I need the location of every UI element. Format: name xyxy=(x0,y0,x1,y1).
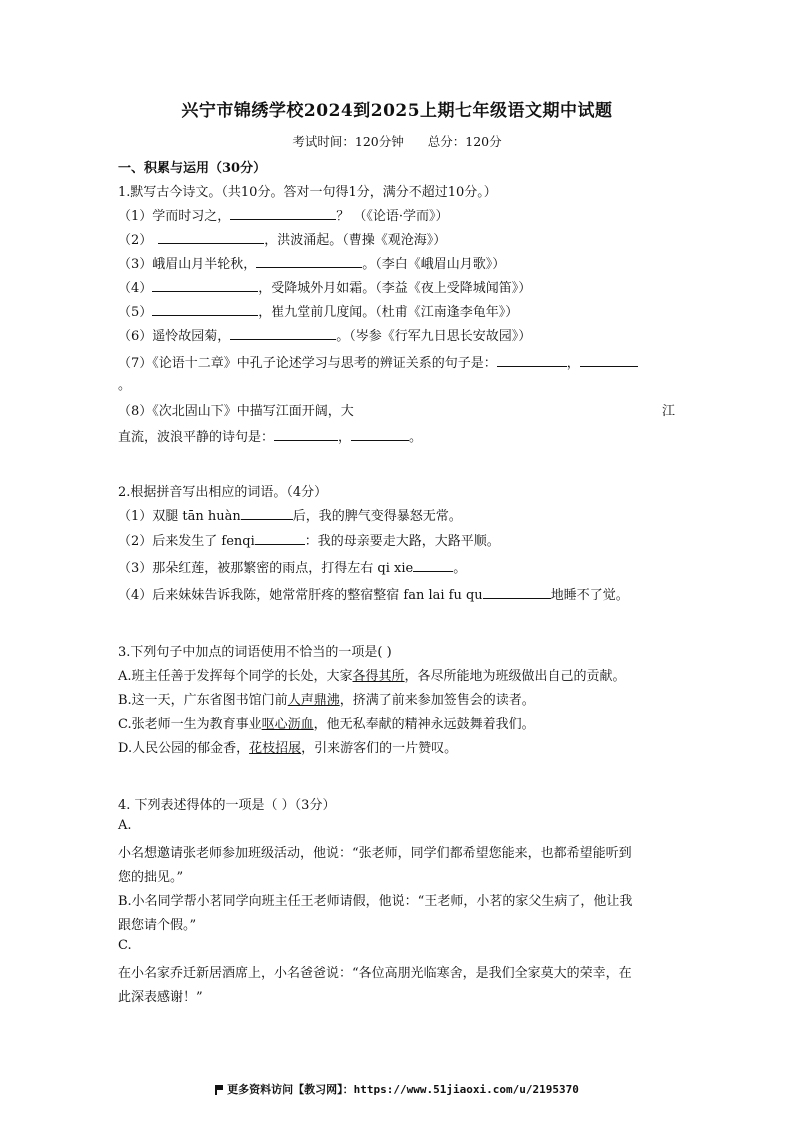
q4-option-b-line1: B.小名同学帮小茗同学向班主任王老师请假，他说：“王老师，小茗的家父生病了，他让我 xyxy=(118,894,633,909)
dotted-word: 呕心沥血 xyxy=(261,717,314,732)
q3-option-c: C.张老师一生为教育事业呕心沥血，他无私奉献的精神永远鼓舞着我们。 xyxy=(118,717,535,732)
q1-item-2: （2） ，洪波涌起。（曹操《观沧海》） xyxy=(118,233,447,248)
q3-stem: 3.下列句子中加点的词语使用不恰当的一项是( ) xyxy=(118,645,392,660)
exam-title: 兴宁市锦绣学校2024到2025上期七年级语文期中试题 xyxy=(181,101,613,121)
footer-link[interactable]: 更多资料访问【教习网】：https://www.51jiaoxi.com/u/2195370 xyxy=(227,1083,579,1096)
footer xyxy=(0,1081,794,1097)
q1-item-6: （6）遥怜故园菊， 。（岑参《行军九日思长安故园》） xyxy=(118,329,532,344)
answer-blank[interactable] xyxy=(152,303,258,316)
answer-blank[interactable] xyxy=(256,255,362,268)
exam-total-score: 总分：120分 xyxy=(427,134,502,149)
answer-blank[interactable] xyxy=(274,428,338,441)
q3-option-b: B.这一天，广东省图书馆门前人声鼎沸，挤满了前来参加签售会的读者。 xyxy=(118,693,535,708)
dotted-word: 各得其所 xyxy=(352,669,405,684)
q4-option-a-line2: 您的拙见。” xyxy=(118,870,184,885)
q1-item-7: （7）《论语十二章》中孔子论述学习与思考的辨证关系的句子是： ， xyxy=(118,352,638,371)
q4-option-c-line2: 此深表感谢！” xyxy=(118,990,203,1005)
q1-item-1: （1）学而时习之， ？ （《论语·学而》） xyxy=(118,209,449,224)
q1-item-8-wrap-char: 江 xyxy=(662,404,676,419)
exam-info xyxy=(0,132,794,150)
answer-blank[interactable] xyxy=(413,559,453,572)
answer-blank[interactable] xyxy=(230,207,336,220)
q1-item-7-end: 。 xyxy=(118,378,132,393)
answer-blank[interactable] xyxy=(351,428,409,441)
q2-stem: 2.根据拼音写出相应的词语。（4分） xyxy=(118,485,328,500)
q4-option-a-label: A. xyxy=(118,818,132,833)
q4-option-b-line2: 跟您请个假。” xyxy=(118,918,197,933)
q2-item-2: （2）后来发生了 fenqi ：我的母亲要走大路，大路平顺。 xyxy=(118,534,500,549)
q4-option-a-line1: 小名想邀请张老师参加班级活动，他说：“张老师，同学们都希望您能来，也都希望能听到 xyxy=(118,846,632,861)
answer-blank[interactable] xyxy=(497,354,567,367)
answer-blank[interactable] xyxy=(152,279,258,292)
q1-item-5: （5） ，崔九堂前几度闻。（杜甫《江南逢李龟年》） xyxy=(118,305,519,320)
exam-time: 考试时间：120分钟 xyxy=(292,134,404,149)
dotted-word: 花枝招展 xyxy=(249,741,302,756)
q4-option-c-label: C. xyxy=(118,938,132,953)
answer-blank[interactable] xyxy=(255,532,305,545)
q2-item-4: （4）后来妹妹告诉我陈，她常常肝疼的整宿整宿 fan lai fu qu 地睡不了觉。 xyxy=(118,588,629,603)
answer-blank[interactable] xyxy=(580,354,638,367)
q1-item-3: （3）峨眉山月半轮秋， 。（李白《峨眉山月歌》） xyxy=(118,257,506,272)
q1-item-4: （4） ，受降城外月如霜。（李益《夜上受降城闻笛》） xyxy=(118,281,532,296)
dotted-word: 人声鼎沸 xyxy=(287,693,340,708)
answer-blank[interactable] xyxy=(241,507,293,520)
q2-item-3: （3）那朵红莲，被那繁密的雨点，打得左右 qi xie 。 xyxy=(118,561,467,576)
q1-item-8-cont: 直流，波浪平静的诗句是： ， 。 xyxy=(118,430,423,445)
q4-option-c-line1: 在小名家乔迁新居酒席上，小名爸爸说：“各位高朋光临寒舍，是我们全家莫大的荣幸，在 xyxy=(118,966,632,981)
section-heading: 一、积累与运用（30分） xyxy=(118,161,267,176)
q1-stem: 1.默写古今诗文。（共10分。答对一句得1分，满分不超过10分。） xyxy=(118,185,497,200)
q3-option-a: A.班主任善于发挥每个同学的长处，大家各得其所，各尽所能地为班级做出自己的贡献。 xyxy=(118,669,626,684)
answer-blank[interactable] xyxy=(483,586,551,599)
q4-stem: 4. 下列表述得体的一项是（ ）（3分） xyxy=(118,798,336,813)
q1-item-8: （8）《次北固山下》中描写江面开阔，大 xyxy=(118,404,354,419)
answer-blank[interactable] xyxy=(158,231,264,244)
q2-item-1: （1）双腿 tān huàn 后，我的脾气变得暴怒无常。 xyxy=(118,509,462,524)
flag-icon xyxy=(215,1085,223,1094)
q3-option-d: D.人民公园的郁金香，花枝招展，引来游客们的一片赞叹。 xyxy=(118,741,458,756)
answer-blank[interactable] xyxy=(230,327,336,340)
